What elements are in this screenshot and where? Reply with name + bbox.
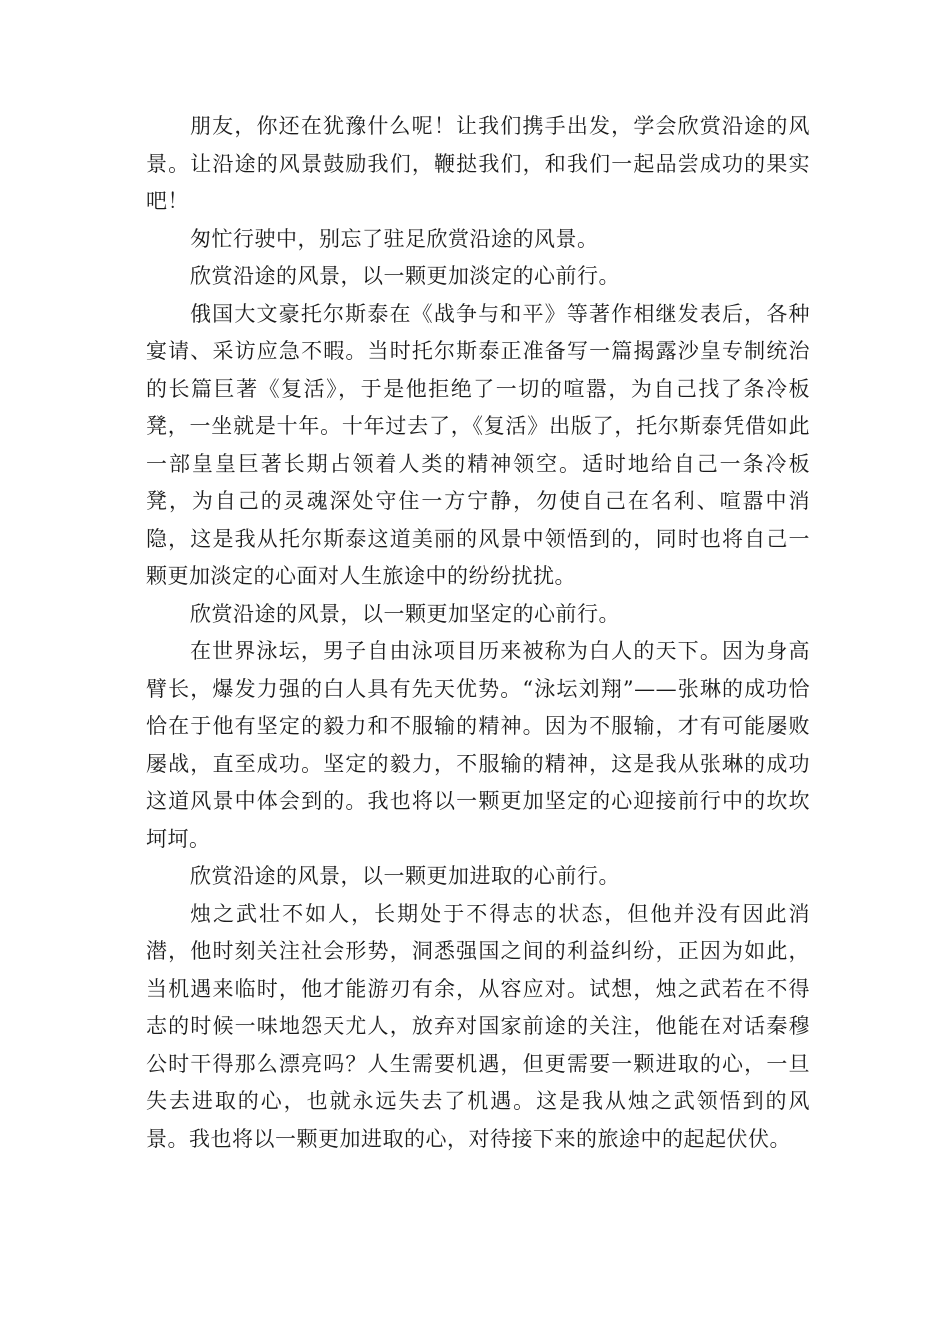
paragraph: 在世界泳坛，男子自由泳项目历来被称为白人的天下。因为身高臂长，爆发力强的白人具有先天优势。“泳坛刘翔”——张琳的成功恰恰在于他有坚定的毅力和不服输的精神。因为不服输，才有可能屡败屡战，直至成功。坚定的毅力，不服输的精神，这是我从张琳的成功这道风景中体会到的。我也将以一颗更加坚定的心迎接前行中的坎坎坷坷。: [146, 639, 810, 851]
paragraph: 烛之武壮不如人，长期处于不得志的状态，但他并没有因此消潜，他时刻关注社会形势，洞悉强国之间的利益纠纷，正因为如此，当机遇来临时，他才能游刃有余，从容应对。试想，烛之武若在不得志的时候一味地怨天尤人，放弃对国家前途的关注，他能在对话秦穆公时干得那么漂亮吗？人生需要机遇，但更需要一颗进取的心，一旦失去进取的心，也就永远失去了机遇。这是我从烛之武领悟到的风景。我也将以一颗更加进取的心，对待接下来的旅途中的起起伏伏。: [146, 901, 810, 1151]
section-heading: 欣赏沿途的风景，以一颗更加淡定的心前行。: [190, 264, 620, 288]
document-body: [146, 108, 810, 1158]
section-heading: 欣赏沿途的风景，以一颗更加进取的心前行。: [190, 864, 620, 888]
paragraph: 朋友，你还在犹豫什么呢！让我们携手出发，学会欣赏沿途的风景。让沿途的风景鼓励我们，鞭挞我们，和我们一起品尝成功的果实吧！: [146, 114, 810, 213]
paragraph: 匆忙行驶中，别忘了驻足欣赏沿途的风景。: [190, 226, 599, 251]
section-heading: 欣赏沿途的风景，以一颗更加坚定的心前行。: [190, 601, 620, 626]
paragraph: 俄国大文豪托尔斯泰在《战争与和平》等著作相继发表后，各种宴请、采访应急不暇。当时托尔斯泰正准备写一篇揭露沙皇专制统治的长篇巨著《复活》，于是他拒绝了一切的喧嚣，为自己找了条冷板凳，一坐就是十年。十年过去了，《复活》出版了，托尔斯泰凭借如此一部皇皇巨著长期占领着人类的精神领空。适时地给自己一条冷板凳，为自己的灵魂深处守住一方宁静，勿使自己在名利、喧嚣中消隐，这是我从托尔斯泰这道美丽的风景中领悟到的，同时也将自己一颗更加淡定的心面对人生旅途中的纷纷扰扰。: [146, 301, 810, 588]
